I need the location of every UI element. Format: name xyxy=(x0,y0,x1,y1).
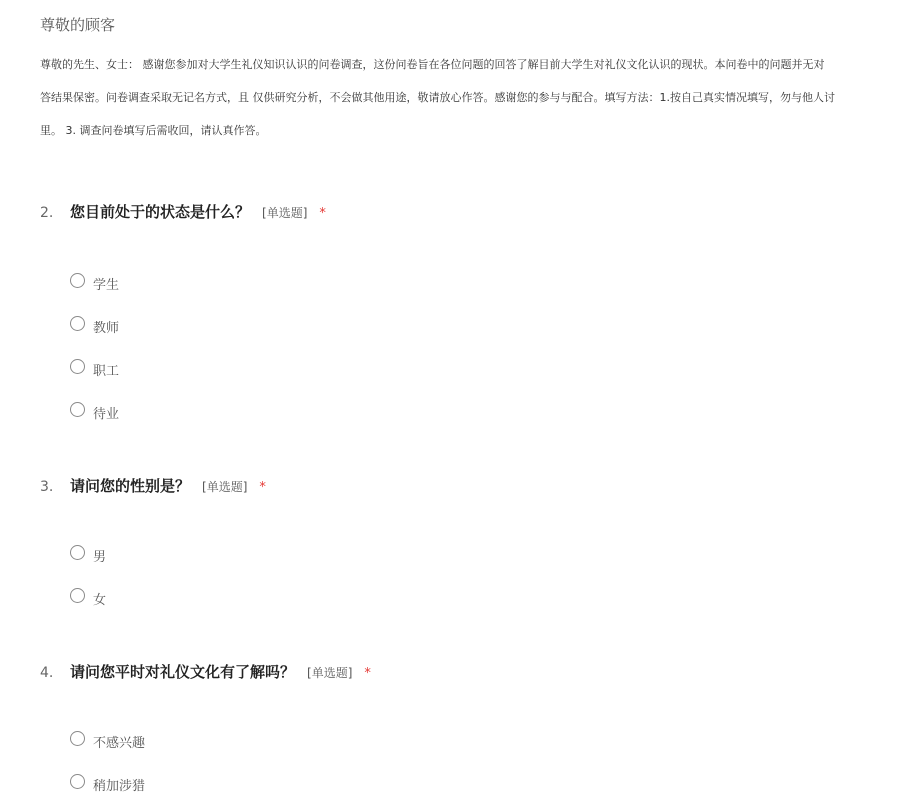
option-label: 职工 xyxy=(93,364,120,379)
option-not-interested[interactable] xyxy=(70,732,145,752)
question-title xyxy=(40,662,371,682)
option-staff[interactable] xyxy=(70,360,119,380)
option-label: 女 xyxy=(93,593,107,608)
question-number: 3. xyxy=(40,479,54,495)
question-number: 4. xyxy=(40,665,54,681)
question-text: 请问您平时对礼仪文化有了解吗？ xyxy=(70,663,296,681)
question-type-label: [单选题] xyxy=(262,206,308,220)
question-type-label: [单选题] xyxy=(202,480,248,494)
radio-circle-icon[interactable] xyxy=(70,316,85,331)
option-label: 学生 xyxy=(93,278,120,293)
option-label: 不感兴趣 xyxy=(93,736,146,751)
question-type-label: [单选题] xyxy=(307,666,353,680)
option-male[interactable] xyxy=(70,546,106,566)
option-unemployed[interactable] xyxy=(70,403,119,423)
question-title xyxy=(40,202,326,222)
intro-line: 尊敬的先生、女士： 感谢您参加对大学生礼仪知识认识的问卷调查，这份问卷旨在各位问题的回答了解目前大学生对礼仪文化认识的现状。本问卷中的问题并无对 xyxy=(40,58,825,71)
radio-circle-icon[interactable] xyxy=(70,588,85,603)
required-asterisk: * xyxy=(259,480,266,495)
option-teacher[interactable] xyxy=(70,317,119,337)
question-number: 2. xyxy=(40,205,54,221)
question-text: 请问您的性别是？ xyxy=(70,477,191,495)
radio-circle-icon[interactable] xyxy=(70,774,85,789)
radio-circle-icon[interactable] xyxy=(70,402,85,417)
option-label: 待业 xyxy=(93,407,120,422)
option-label: 男 xyxy=(93,550,107,565)
radio-circle-icon[interactable] xyxy=(70,545,85,560)
radio-circle-icon[interactable] xyxy=(70,273,85,288)
option-label: 稍加涉猎 xyxy=(93,779,146,794)
required-asterisk: * xyxy=(319,206,326,221)
option-female[interactable] xyxy=(70,589,106,609)
intro-line: 里。 3. 调查问卷填写后需收回，请认真作答。 xyxy=(40,124,267,137)
option-student[interactable] xyxy=(70,274,119,294)
intro-line: 答结果保密。问卷调查采取无记名方式，且 仅供研究分析，不会做其他用途，敬请放心作答。感谢您的参与与配合。填写方法：1.按自己真实情况填写，勿与他人讨 xyxy=(40,91,835,104)
greeting-heading: 尊敬的顾客 xyxy=(40,16,116,34)
question-title xyxy=(40,476,266,496)
question-text: 您目前处于的状态是什么？ xyxy=(70,203,251,221)
option-slightly-familiar[interactable] xyxy=(70,775,145,795)
required-asterisk: * xyxy=(364,666,371,681)
survey-intro xyxy=(40,56,900,155)
option-label: 教师 xyxy=(93,321,120,336)
radio-circle-icon[interactable] xyxy=(70,359,85,374)
radio-circle-icon[interactable] xyxy=(70,731,85,746)
